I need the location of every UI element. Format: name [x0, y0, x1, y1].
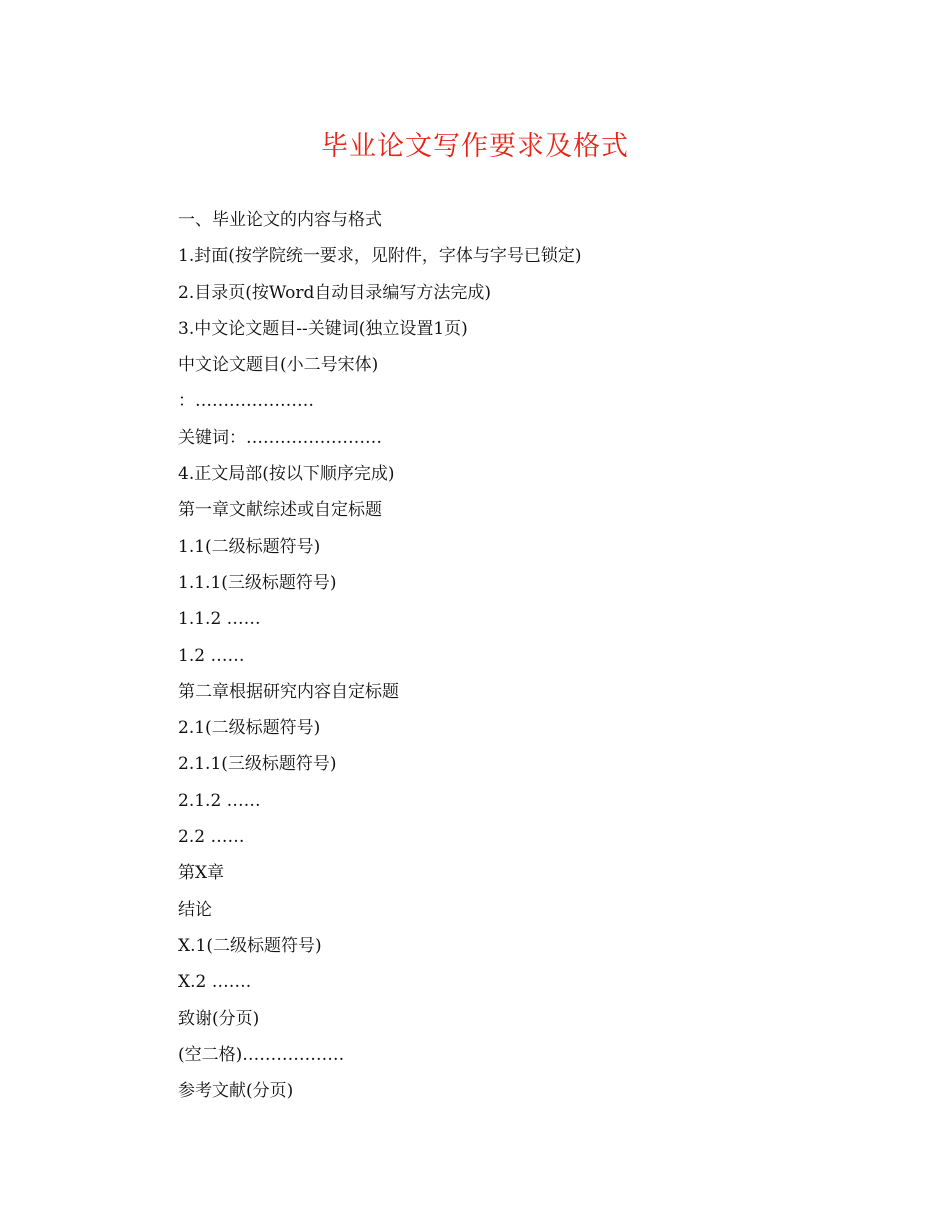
acknowledgements-indent-line: (空二格)……………… [178, 1044, 345, 1065]
item-cover: 1.封面(按学院统一要求，见附件，字体与字号已锁定) [178, 246, 582, 267]
subheading-2-1-2: 2.1.2 …… [178, 790, 261, 811]
subheading-x-2: X.2 ……. [178, 972, 252, 993]
subheading-1-1: 1.1(二级标题符号) [178, 536, 321, 557]
subheading-2-1: 2.1(二级标题符号) [178, 718, 321, 739]
subheading-1-2: 1.2 …… [178, 645, 245, 666]
document-title: 毕业论文写作要求及格式 [321, 131, 629, 162]
section-heading-content-format: 一、毕业论文的内容与格式 [178, 210, 382, 230]
conclusion-heading: 结论 [178, 899, 212, 920]
references-heading: 参考文献(分页) [178, 1081, 294, 1102]
item-chinese-title-keywords: 3.中文论文题目--关键词(独立设置1页) [178, 318, 468, 339]
document-body [178, 202, 878, 1109]
subheading-1-1-1: 1.1.1(三级标题符号) [178, 572, 337, 593]
keywords-line: 关键词：…………………… [178, 427, 382, 448]
chinese-title-line: 中文论文题目(小二号宋体) [178, 355, 379, 376]
item-toc-page: 2.目录页(按Word自动目录编写方法完成) [178, 282, 492, 303]
subheading-1-1-2: 1.1.2 …… [178, 609, 261, 630]
acknowledgements-heading: 致谢(分页) [178, 1008, 260, 1029]
subheading-x-1: X.1(二级标题符号) [178, 935, 322, 956]
subheading-2-2: 2.2 …… [178, 827, 245, 848]
chapter-x-heading: 第X章 [178, 863, 225, 884]
subheading-2-1-1: 2.1.1(三级标题符号) [178, 754, 337, 775]
chapter-two-heading: 第二章根据研究内容自定标题 [178, 681, 399, 702]
abstract-placeholder-line: ：………………… [178, 391, 314, 412]
item-main-body: 4.正文局部(按以下顺序完成) [178, 464, 395, 485]
chapter-one-heading: 第一章文献综述或自定标题 [178, 500, 382, 521]
